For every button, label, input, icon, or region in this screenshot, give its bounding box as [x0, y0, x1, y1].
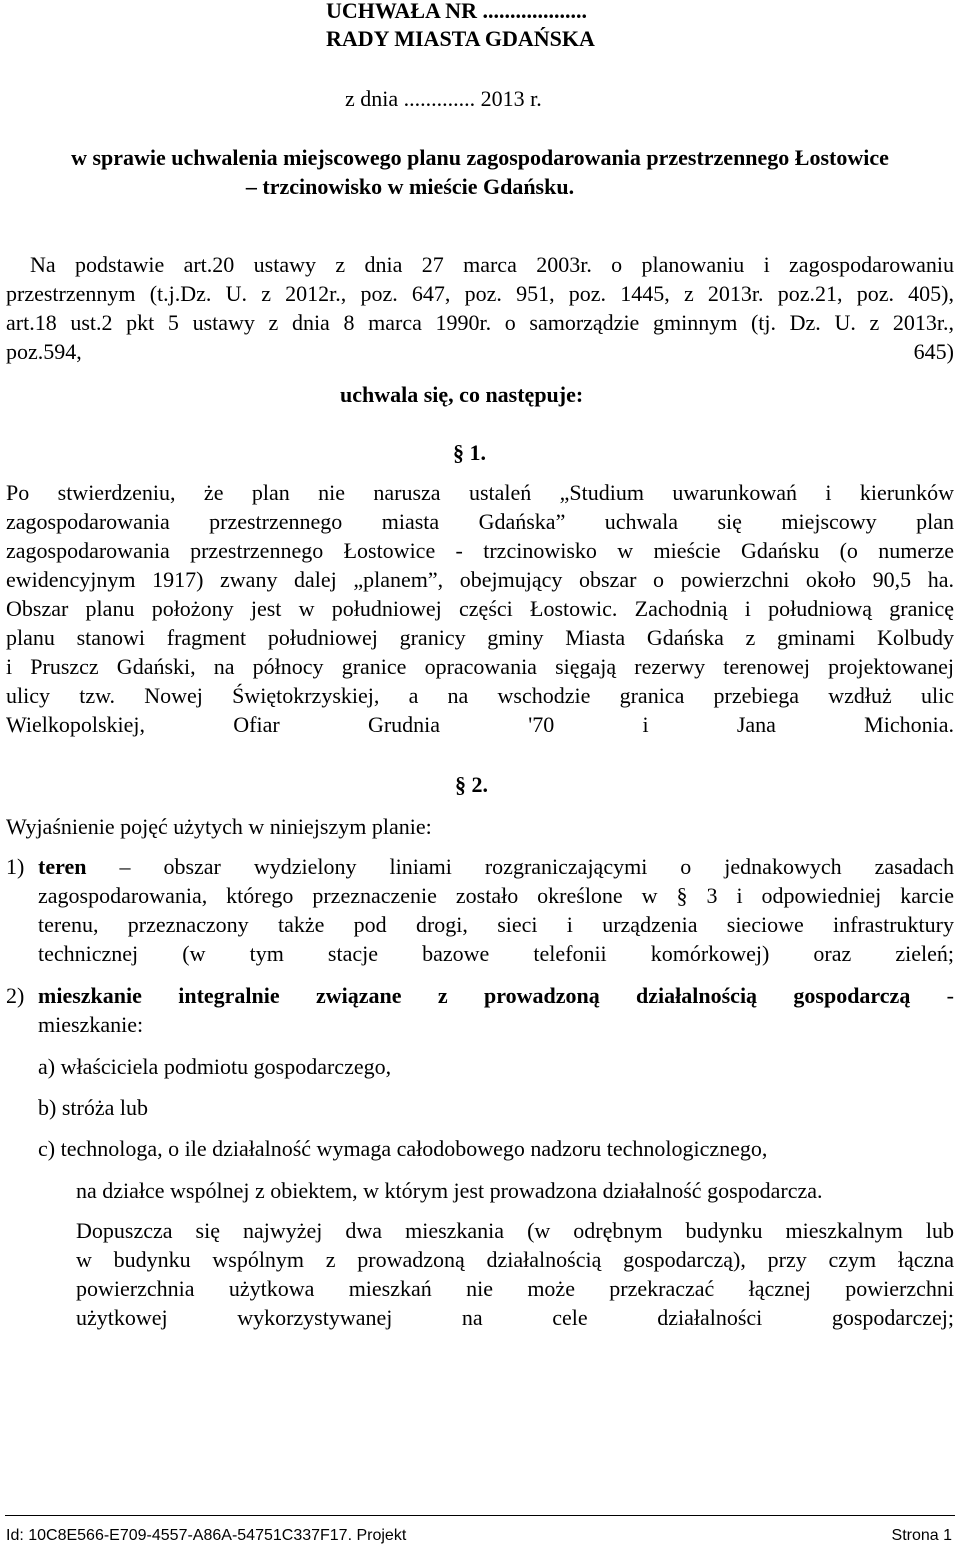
section-2-intro: Wyjaśnienie pojęć użytych w niniejszym planie: — [6, 814, 432, 839]
item-2-term: mieszkanie integralnie związane z prowadzoną działalnością gospodarczą — [38, 983, 911, 1008]
item-1-first-line-rest: – obszar wydzielony liniami rozgraniczającymi o jednakowych zasadach — [119, 854, 954, 879]
section-1-body — [6, 478, 954, 739]
item-2-dash: - — [946, 983, 954, 1008]
item-2-paragraph-line: użytkowej wykorzystywanej na cele działalności gospodarczej; — [76, 1305, 954, 1330]
footer-page-number: Strona 1 — [891, 1527, 952, 1544]
preamble-line: art.18 ust.2 pkt 5 ustawy z dnia 8 marca 1990r. o samorządzie gminnym (tj. Dz. U. z 2013r., — [6, 310, 954, 335]
resolves-heading: uchwala się, co następuje: — [340, 382, 584, 407]
section-1-line: Po stwierdzeniu, że plan nie narusza ustaleń „Studium uwarunkowań i kierunków — [6, 480, 954, 505]
item-1-line: zagospodarowania, którego przeznaczenie zostało określone w § 3 i odpowiedniej karcie — [38, 883, 954, 908]
section-1-line: ewidencyjnym 1917) zwany dalej „planem”, obejmujący obszar o powierzchni około 90,5 ha. — [6, 567, 954, 592]
item-1-line: terenu, przeznaczony także pod drogi, sieci i urządzenia sieciowe infrastruktury — [38, 912, 954, 937]
preamble-line: Na podstawie art.20 ustawy z dnia 27 marca 2003r. o planowaniu i zagospodarowaniu — [30, 252, 954, 277]
section-1-line: ulicy tzw. Nowej Świętokrzyskiej, a na wschodzie granica przebiega wzdłuż ulic — [6, 683, 954, 708]
section-2-heading: § 2. — [455, 772, 488, 797]
section-1-line: Obszar planu położony jest w południowej części Łostowic. Zachodnią i południową granicę — [6, 596, 954, 621]
item-2-paragraph-line: w budynku wspólnym z prowadzoną działalnością gospodarczą), przy czym łączna — [76, 1247, 954, 1272]
item-2-subitem-b: b) stróża lub — [38, 1095, 148, 1120]
item-1-term: teren — [38, 854, 87, 879]
item-2-paragraph — [76, 1216, 954, 1332]
section-1-heading: § 1. — [453, 440, 486, 465]
title-line-2: RADY MIASTA GDAŃSKA — [326, 26, 595, 51]
date-line: z dnia ............. 2013 r. — [345, 86, 542, 111]
subject-line-1: w sprawie uchwalenia miejscowego planu zagospodarowania przestrzennego Łostowice — [71, 145, 889, 170]
footer-document-id: Id: 10C8E566-E709-4557-A86A-54751C337F17. Projekt — [6, 1527, 407, 1544]
item-1-first-line — [38, 852, 954, 881]
preamble-line: poz.594, 645) — [6, 339, 954, 364]
section-1-line: Wielkopolskiej, Ofiar Grudnia '70 i Jana Michonia. — [6, 712, 954, 737]
item-1 — [38, 852, 954, 968]
section-1-line: planu stanowi fragment południowej granicy gminy Miasta Gdańska z gminami Kolbudy — [6, 625, 954, 650]
footer-divider — [5, 1515, 955, 1516]
item-2-paragraph-line: Dopuszcza się najwyżej dwa mieszkania (w odrębnym budynku mieszkalnym lub — [76, 1218, 954, 1243]
preamble — [6, 250, 954, 366]
item-2 — [38, 981, 954, 1039]
item-1-number: 1) — [6, 854, 25, 879]
subject-line-2: – trzcinowisko w mieście Gdańsku. — [245, 174, 575, 199]
item-2-first-line — [38, 981, 954, 1010]
title-line-1: UCHWAŁA NR ................... — [326, 0, 587, 23]
section-1-line: zagospodarowania przestrzennego miasta Gdańska” uchwala się miejscowy plan — [6, 509, 954, 534]
preamble-line: przestrzennym (t.j.Dz. U. z 2012r., poz. 647, poz. 951, poz. 1445, z 2013r. poz.21, poz. 405), — [6, 281, 954, 306]
item-2-line-2: mieszkanie: — [38, 1012, 144, 1037]
item-2-subitem-a: a) właściciela podmiotu gospodarczego, — [38, 1054, 392, 1079]
item-2-subitem-c: c) technologa, o ile działalność wymaga całodobowego nadzoru technologicznego, — [38, 1136, 768, 1161]
item-2-number: 2) — [6, 983, 25, 1008]
item-1-line: technicznej (w tym stacje bazowe telefonii komórkowej) oraz zieleń; — [38, 941, 954, 966]
item-2-paragraph-line: powierzchnia użytkowa mieszkań nie może przekraczać łącznej powierzchni — [76, 1276, 954, 1301]
section-1-line: zagospodarowania przestrzennego Łostowice - trzcinowisko w mieście Gdańsku (o numerze — [6, 538, 954, 563]
item-2-note: na działce wspólnej z obiektem, w którym jest prowadzona działalność gospodarcza. — [76, 1178, 823, 1203]
section-1-line: i Pruszcz Gdański, na północy granice opracowania sięgają rezerwy terenowej projektowanej — [6, 654, 954, 679]
